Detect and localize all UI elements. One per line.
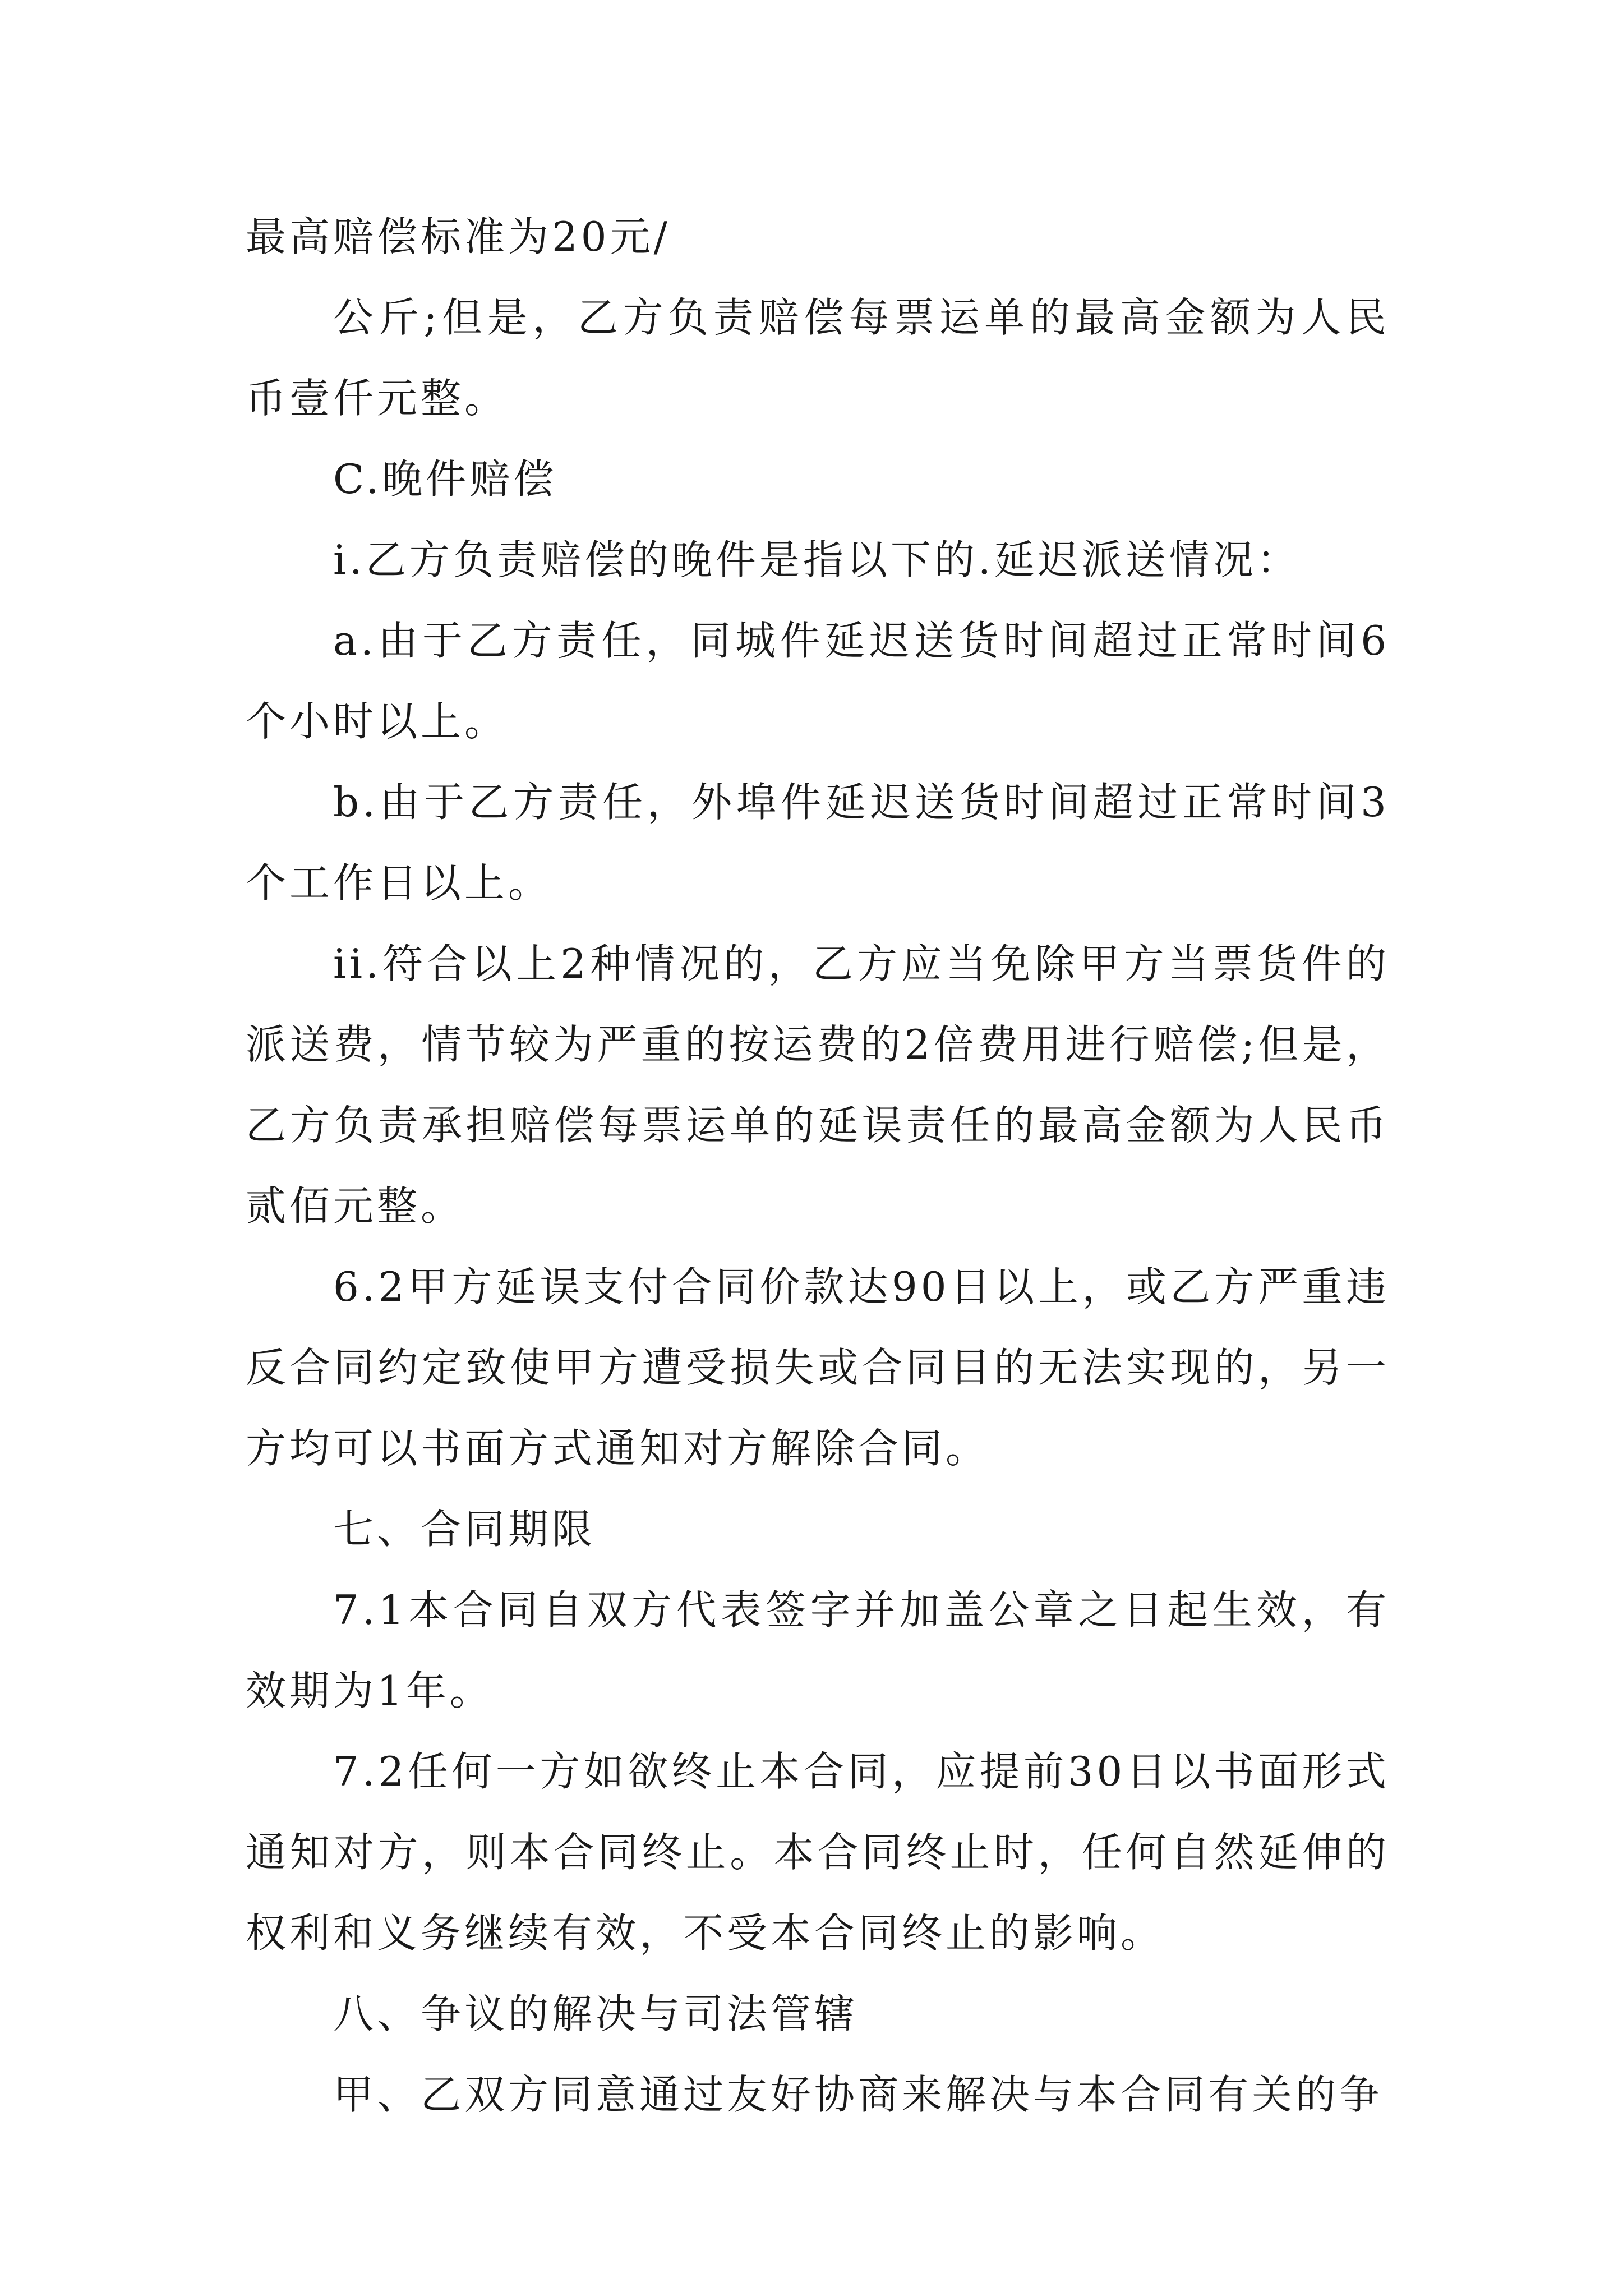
heading-late-delivery: C.晚件赔偿	[333, 455, 557, 503]
paragraph-termination-right: 6.2甲方延误支付合同价款达90日以上，或乙方严重违反合同约定致使甲方遭受损失或合同目的无法实现的，另一方均可以书面方式通知对方解除合同。	[246, 1263, 1390, 1472]
paragraph-out-of-town-delay: b.由于乙方责任，外埠件延迟送货时间超过正常时间3个工作日以上。	[246, 779, 1390, 907]
paragraph-effective-date: 7.1本合同自双方代表签字并加盖公章之日起生效，有效期为1年。	[246, 1586, 1390, 1714]
heading-contract-term: 七、合同期限	[333, 1506, 596, 1553]
document-body	[246, 196, 1390, 2135]
paragraph-compensation-standard: 最高赔偿标准为20元/	[246, 213, 671, 260]
paragraph-same-city-delay: a.由于乙方责任，同城件延迟送货时间超过正常时间6个小时以上。	[246, 617, 1390, 745]
paragraph-early-termination: 7.2任何一方如欲终止本合同，应提前30日以书面形式通知对方，则本合同终止。本合同终止时，任何自然延伸的权利和义务继续有效，不受本合同终止的影响。	[246, 1748, 1390, 1957]
paragraph-max-compensation: 公斤;但是，乙方负责赔偿每票运单的最高金额为人民币壹仟元整。	[246, 294, 1390, 422]
paragraph-late-definition: i.乙方负责赔偿的晚件是指以下的.延迟派送情况：	[333, 536, 1301, 583]
heading-dispute-resolution: 八、争议的解决与司法管辖	[333, 1990, 859, 2037]
paragraph-negotiation: 甲、乙双方同意通过友好协商来解决与本合同有关的争	[333, 2071, 1384, 2118]
paragraph-delay-compensation: ii.符合以上2种情况的，乙方应当免除甲方当票货件的派送费，情节较为严重的按运费的2倍费用进行赔偿;但是，乙方负责承担赔偿每票运单的延误责任的最高金额为人民币贰佰元整。	[246, 940, 1390, 1230]
